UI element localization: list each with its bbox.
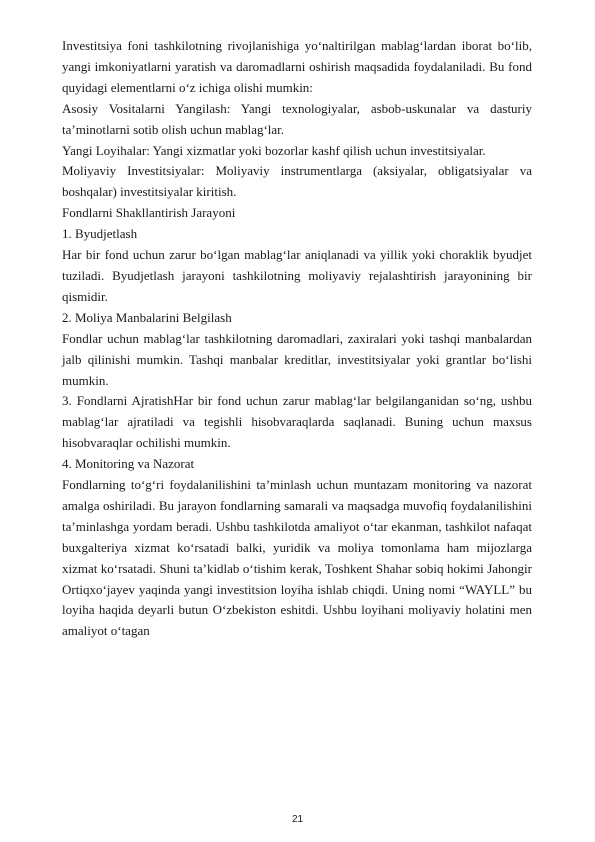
paragraph-new-projects: Yangi Loyihalar: Yangi xizmatlar yoki bozorlar kashf qilish uchun investitsiyalar. [62,142,486,158]
document-page [62,36,532,642]
paragraph-monitoring: Fondlarning to‘g‘ri foydalanilishini ta’minlash uchun muntazam monitoring va nazorat amalga oshiriladi. Bu jarayon fondlarning samarali va maqsadga muvofiq foydalanilishini ta’minlashga yordam beradi. Ushbu tashkilotda amaliyot o‘tar ekanman, tashkilot nafaqat buxgalteriya xizmat ko‘rsatadi balki, yuridik va moliya tomonlama ham mijozlarga xizmat ko‘rsatadi. Shuni ta’kidlab o‘tishim kerak, Toshkent Shahar sobiq hokimi Jahongir Ortiqxo‘jayev yaqinda yangi investitsion loyiha ishlab chiqdi. Uning nomi “WAYLL” bu loyiha haqida deyarli butun O‘zbekiston eshitdi. Ushbu loyihani moliyaviy holatini men amaliyot o‘tagan [62,477,532,639]
subheading-budgeting: 1. Byudjetlash [62,226,138,242]
paragraph-financial-investments: Moliyaviy Investitsiyalar: Moliyaviy instrumentlarga (aksiyalar, obligatsiyalar va boshqalar) investitsiyalar kiritish. [62,163,532,200]
paragraph-fixed-assets: Asosiy Vositalarni Yangilash: Yangi texnologiyalar, asbob-uskunalar va dasturiy ta’minotlarni sotib olish uchun mablag‘lar. [62,100,532,137]
paragraph-fund-allocation: 3. Fondlarni AjratishHar bir fond uchun zarur mablag‘lar belgilanganidan so‘ng, ushbu mablag‘lar ajratiladi va tegishli hisobvaraqlarda saqlanadi. Buning uchun maxsus hisobvaraqlar ochilishi mumkin. [62,393,532,451]
paragraph-investment-fund: Investitsiya foni tashkilotning rivojlanishiga yo‘naltirilgan mablag‘lardan iborat bo‘lib, yangi imkoniyatlarni yaratish va daromadlarni oshirish maqsadida foydalaniladi. Bu fond quyidagi elementlarni o‘z ichiga olishi mumkin: [62,38,532,95]
subheading-funding-sources: 2. Moliya Manbalarini Belgilash [62,309,232,325]
section-heading-fund-formation: Fondlarni Shakllantirish Jarayoni [62,205,236,221]
page-number: 21 [291,814,304,825]
paragraph-funding-sources: Fondlar uchun mablag‘lar tashkilotning daromadlari, zaxiralari yoki tashqi manbalardan jalb qilinishi mumkin. Tashqi manbalar kreditlar, investitsiyalar yoki grantlar bo‘lishi mumkin. [62,330,532,388]
paragraph-budgeting: Har bir fond uchun zarur bo‘lgan mablag‘lar aniqlanadi va yillik yoki choraklik byudjet tuziladi. Byudjetlash jarayoni tashkilotning moliyaviy rejalashtirish jarayonining bir qismidir. [62,247,532,304]
subheading-monitoring: 4. Monitoring va Nazorat [62,456,195,472]
